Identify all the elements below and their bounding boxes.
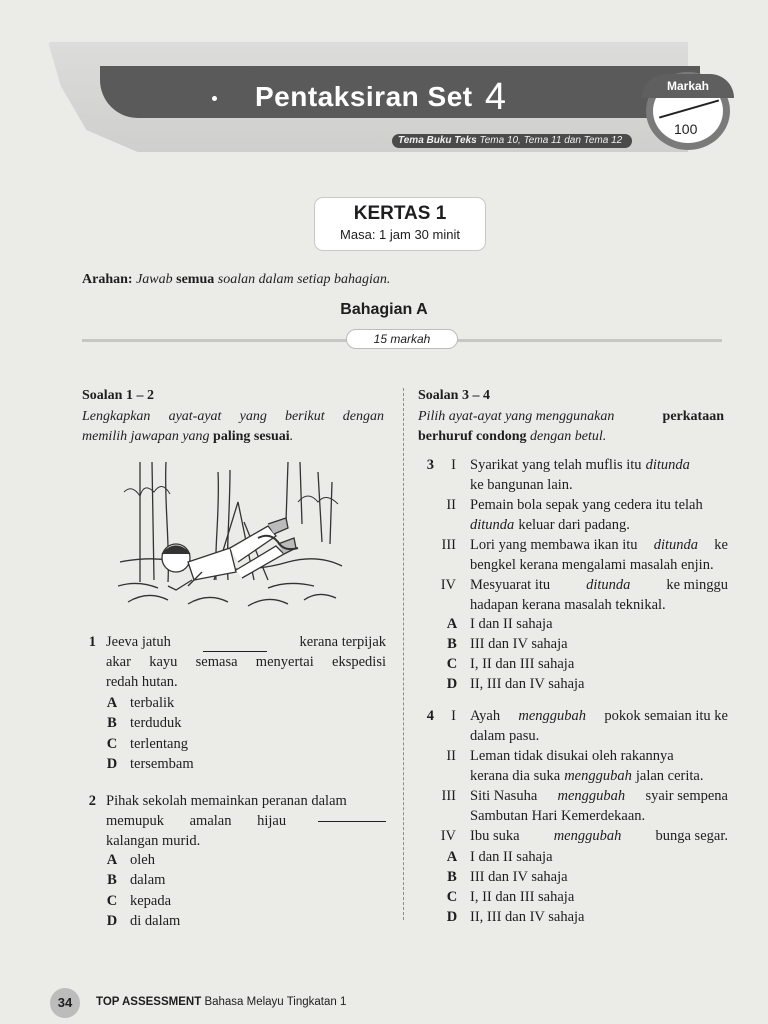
- statement-fragment: Sambutan Hari Kemerdekaan.: [470, 808, 646, 824]
- instruction-text-c: soalan dalam setiap bahagian.: [217, 272, 391, 287]
- right-instruction-end: dengan betul.: [530, 429, 607, 444]
- statement-text: [470, 455, 728, 495]
- statement-fragment: hadapan kerana masalah teknikal.: [470, 597, 666, 613]
- statement-fragment: menggubah: [564, 768, 632, 784]
- boy-body: [188, 548, 236, 580]
- statement-fragment: pokok semaian itu ke: [604, 708, 728, 724]
- statement-fragment: ditunda: [470, 517, 515, 533]
- footer-text: [96, 996, 346, 1008]
- page-number: 34: [50, 988, 80, 1018]
- option-text: II, III dan IV sahaja: [470, 676, 585, 692]
- ground-texture: [118, 583, 314, 588]
- statement-line2: [470, 766, 728, 786]
- section-title: Bahagian A: [340, 301, 428, 318]
- statement-text: [470, 746, 728, 786]
- roman-numeral: I: [451, 708, 456, 724]
- marks-total: 100: [674, 121, 698, 137]
- page-title: [255, 76, 507, 119]
- q1-text-b: kerana terpijak: [299, 634, 386, 650]
- statement-fragment: Ibu suka: [470, 828, 520, 844]
- footer-subtitle: Bahasa Melayu Tingkatan 1: [204, 996, 347, 1008]
- statement-fragment: bengkel kerana mengalami masalah enjin.: [470, 557, 714, 573]
- roman-numeral: IV: [440, 828, 456, 844]
- foliage: [124, 486, 170, 496]
- statement-text: [470, 826, 728, 846]
- roman-numeral: III: [441, 537, 456, 553]
- right-instruction-a: Pilih ayat-ayat yang menggunakan: [418, 409, 615, 424]
- q2-text-line3: kalangan murid.: [106, 833, 201, 849]
- option-text: I, II dan III sahaja: [470, 889, 575, 905]
- paper-box: [314, 197, 486, 251]
- question-number: 4: [426, 708, 434, 724]
- option-text: I, II dan III sahaja: [470, 656, 575, 672]
- right-instruction-bold-b: berhuruf condong: [418, 429, 527, 444]
- option-letter: C: [106, 735, 118, 752]
- paper-title: KERTAS 1: [353, 203, 447, 224]
- statement-line1: [470, 706, 728, 726]
- statement-line1: [470, 786, 728, 806]
- right-heading: Soalan 3 – 4: [418, 388, 490, 403]
- option-text: I dan II sahaja: [470, 849, 553, 865]
- option-letter: D: [446, 676, 458, 692]
- option-letter: A: [106, 852, 118, 868]
- option-letter: B: [447, 869, 457, 885]
- statement-line2: [470, 595, 728, 615]
- statement-line2: [470, 806, 728, 826]
- option-letter: D: [106, 912, 118, 929]
- option-text: terbalik: [130, 695, 175, 711]
- statement-fragment: dalam pasu.: [470, 728, 540, 744]
- question-1-line1: [106, 632, 386, 652]
- statement-fragment: ke bangunan lain.: [470, 477, 573, 493]
- answer-blank: [203, 632, 267, 652]
- page-title-text: Pentaksiran Set: [255, 81, 473, 112]
- theme-label: Tema Buku Teks: [398, 135, 477, 146]
- statement-line1: [470, 826, 728, 846]
- section-marks: 15 markah: [346, 329, 458, 349]
- statement-fragment: Syarikat yang telah muflis itu: [470, 457, 642, 473]
- statement-line2: [470, 515, 728, 535]
- right-instruction-bold-a: perkataan: [662, 409, 724, 424]
- statement-fragment: menggubah: [557, 788, 626, 804]
- option-letter: B: [107, 715, 117, 732]
- set-number: 4: [484, 76, 507, 118]
- instruction-text-b: semua: [176, 272, 215, 287]
- header-bullet-dot: [212, 96, 217, 101]
- option-letter: D: [106, 755, 118, 772]
- instruction-text-a: Jawab: [136, 272, 173, 287]
- statement-fragment: Leman tidak disukai oleh rakannya: [470, 748, 674, 764]
- right-instruction-line2: [418, 427, 724, 447]
- theme-strip: [392, 134, 632, 148]
- theme-text: Tema 10, Tema 11 dan Tema 12: [479, 135, 623, 146]
- column-divider: [403, 388, 404, 920]
- option-letter: C: [106, 892, 118, 909]
- boy-fallen-illustration: [118, 462, 344, 612]
- left-instruction-end: .: [289, 429, 294, 444]
- option-text: terduduk: [130, 715, 182, 732]
- option-letter: A: [446, 849, 458, 865]
- statement-fragment: ke: [714, 537, 728, 553]
- statement-line1: [470, 746, 728, 766]
- right-instruction-line1: [418, 407, 724, 427]
- question-number: 2: [88, 793, 96, 809]
- left-heading: Soalan 1 – 2: [82, 388, 154, 403]
- question-number: 3: [426, 457, 434, 473]
- statement-line2: [470, 555, 728, 575]
- option-letter: A: [106, 695, 118, 711]
- option-text: tersembam: [130, 755, 194, 772]
- statement-fragment: jalan cerita.: [635, 768, 704, 784]
- option-text: terlentang: [130, 735, 188, 752]
- statement-fragment: keluar dari padang.: [518, 517, 630, 533]
- roman-numeral: II: [446, 497, 456, 513]
- statement-fragment: menggubah: [553, 828, 622, 844]
- left-instruction: [82, 407, 384, 447]
- roman-numeral: II: [446, 748, 456, 764]
- option-text: I dan II sahaja: [470, 616, 553, 632]
- statement-text: [470, 706, 728, 746]
- statement-text: [470, 495, 728, 535]
- right-instruction: [418, 407, 724, 447]
- statement-fragment: ke minggu: [666, 577, 728, 593]
- statement-fragment: bunga segar.: [655, 828, 728, 844]
- option-letter: D: [446, 909, 458, 925]
- paper-duration: Masa: 1 jam 30 minit: [340, 227, 460, 242]
- question-2-line2: [106, 811, 386, 831]
- left-instruction-bold: paling sesuai: [213, 429, 290, 444]
- statement-fragment: Pemain bola sepak yang cedera itu telah: [470, 497, 703, 513]
- question-1-text: [106, 632, 386, 692]
- option-text: III dan IV sahaja: [470, 636, 568, 652]
- statement-fragment: Siti Nasuha: [470, 788, 538, 804]
- option-letter: C: [446, 889, 458, 905]
- option-letter: A: [446, 616, 458, 632]
- statement-fragment: syair sempena: [645, 788, 728, 804]
- option-letter: B: [447, 636, 457, 652]
- statement-fragment: Lori yang membawa ikan itu: [470, 537, 638, 553]
- q1-text-line2: akar kayu semasa menyertai ekspedisi: [106, 654, 386, 670]
- marks-badge-label: Markah: [642, 74, 734, 98]
- left-instruction-b: memilih jawapan yang: [82, 429, 210, 444]
- statement-line2: [470, 726, 728, 746]
- statement-text: [470, 535, 728, 575]
- instruction-label: Arahan:: [82, 272, 133, 287]
- statement-fragment: kerana dia suka: [470, 768, 561, 784]
- footer-brand: TOP ASSESSMENT: [96, 996, 202, 1008]
- statement-fragment: ditunda: [653, 537, 699, 553]
- question-number: 1: [88, 634, 96, 650]
- statement-text: [470, 575, 728, 615]
- statement-fragment: ditunda: [586, 577, 631, 593]
- statement-line1: [470, 535, 728, 555]
- statement-text: [470, 786, 728, 826]
- tree-trunk: [286, 462, 302, 524]
- option-letter: B: [107, 872, 117, 889]
- tree-trunk: [140, 462, 154, 582]
- statement-fragment: ditunda: [645, 457, 690, 473]
- general-instruction: [82, 272, 390, 288]
- statement-line1: [470, 495, 728, 515]
- left-instruction-line2: [82, 427, 384, 447]
- statement-fragment: Ayah: [470, 708, 501, 724]
- q2-text-line1: Pihak sekolah memainkan peranan dalam: [106, 793, 347, 809]
- statement-line1: [470, 455, 728, 475]
- q1-text-line3: redah hutan.: [106, 674, 178, 690]
- answer-blank: [318, 821, 386, 822]
- ground-texture: [128, 594, 336, 606]
- option-text: II, III dan IV sahaja: [470, 909, 585, 925]
- option-text: dalam: [130, 872, 166, 889]
- roman-numeral: III: [441, 788, 456, 804]
- q1-text-a: Jeeva jatuh: [106, 634, 171, 650]
- tree-trunk: [318, 472, 332, 544]
- statement-fragment: menggubah: [518, 708, 587, 724]
- option-text: oleh: [130, 852, 155, 868]
- left-instruction-line1: Lengkapkan ayat-ayat yang berikut dengan: [82, 409, 384, 424]
- statement-line1: [470, 575, 728, 595]
- option-text: III dan IV sahaja: [470, 869, 568, 885]
- q2-text-line2: memupuk amalan hijau: [106, 813, 287, 829]
- option-text: di dalam: [130, 912, 181, 929]
- question-2-text: [106, 791, 386, 851]
- roman-numeral: I: [451, 457, 456, 473]
- statement-line2: [470, 475, 728, 495]
- roman-numeral: IV: [440, 577, 456, 593]
- statement-fragment: Mesyuarat itu: [470, 577, 551, 593]
- option-letter: C: [446, 656, 458, 672]
- option-text: kepada: [130, 892, 172, 909]
